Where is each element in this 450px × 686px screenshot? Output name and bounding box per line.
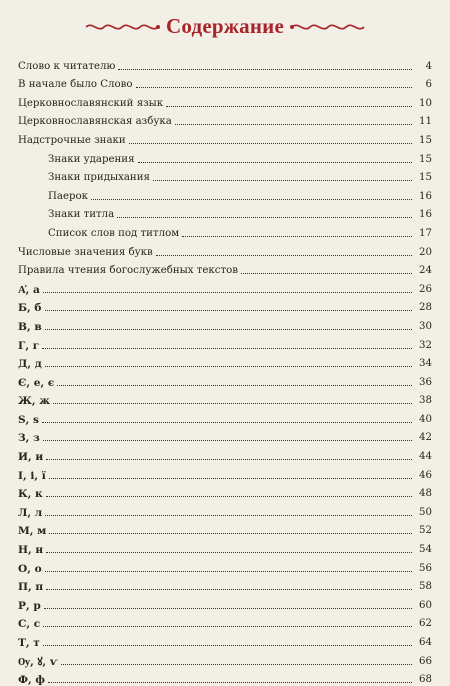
toc-entry-page-number: 60	[419, 599, 432, 611]
dot-leader	[118, 68, 412, 70]
toc-entry-page-number: 66	[419, 655, 432, 667]
dot-leader	[153, 179, 412, 181]
toc-entry	[18, 463, 432, 482]
dot-leader	[45, 514, 412, 516]
dot-leader	[117, 216, 412, 218]
toc-entry-page-number: 64	[419, 637, 432, 648]
toc-entry	[18, 389, 432, 408]
toc-entry-page-number: 30	[419, 320, 432, 332]
dot-leader	[48, 681, 412, 683]
toc-entry-label: И, и	[18, 451, 44, 464]
dot-leader	[156, 254, 412, 256]
dot-leader	[53, 402, 412, 404]
toc-entry	[18, 649, 432, 668]
toc-entry-page-number: 44	[419, 451, 432, 463]
dot-leader	[46, 458, 412, 460]
toc-entry-page-number: 42	[419, 432, 432, 444]
toc-entry-page-number: 36	[419, 376, 432, 388]
toc-entry-label: Є, е, є	[18, 376, 55, 389]
dot-leader	[43, 644, 412, 646]
dot-leader	[136, 86, 413, 88]
dot-leader	[49, 532, 412, 534]
toc-entry-label: Г, г	[18, 339, 40, 352]
toc-entry-page-number: 6	[425, 79, 432, 91]
toc-entry-label: Н, н	[18, 544, 44, 557]
dot-leader	[42, 347, 412, 349]
toc-entry	[18, 333, 432, 352]
dot-leader	[46, 495, 412, 497]
toc-entry-label: Паерок	[48, 190, 89, 202]
dot-leader	[57, 384, 412, 386]
toc-entry-label: Л, л	[18, 506, 43, 519]
toc-entry-page-number: 56	[419, 562, 432, 574]
toc-entry-page-number: 15	[419, 172, 432, 184]
toc-entry	[18, 668, 432, 686]
toc-entry	[18, 128, 432, 147]
toc-entry	[18, 612, 432, 631]
toc-entry-label: Ѹ, ꙋ, ѵ	[18, 655, 58, 668]
toc-entry-page-number: 38	[419, 395, 432, 407]
toc-entry-page-number: 10	[419, 97, 432, 109]
toc-entry	[18, 73, 432, 92]
dot-leader	[46, 551, 412, 553]
toc-entry	[18, 147, 432, 166]
toc-entry-label: Знаки титла	[48, 209, 115, 221]
toc-entry-page-number: 16	[419, 209, 432, 221]
toc-entry-label: В, в	[18, 320, 42, 333]
dot-leader	[42, 421, 412, 423]
toc-entry	[18, 203, 432, 222]
toc-entry	[18, 593, 432, 612]
toc-entry-label: Слово к читателю	[18, 60, 116, 72]
toc-entry-label: А҆, а	[18, 283, 40, 296]
dot-leader	[45, 365, 412, 367]
page-header	[0, 14, 450, 44]
dot-leader	[49, 477, 412, 479]
toc-entry-label: Р, р	[18, 599, 41, 612]
dot-leader	[129, 142, 412, 144]
toc-entry	[18, 277, 432, 296]
toc-entry	[18, 500, 432, 519]
toc-entry-page-number: 15	[419, 134, 432, 146]
dot-leader	[45, 570, 412, 572]
toc-entry-label: Церковнославянская азбука	[18, 116, 172, 128]
toc-entry-label: Церковнославянский язык	[18, 97, 164, 109]
toc-entry-label: О, о	[18, 562, 42, 575]
toc-entry	[18, 314, 432, 333]
dot-leader	[241, 272, 412, 274]
toc-entry-page-number: 15	[419, 153, 432, 165]
toc-entry	[18, 54, 432, 73]
toc-entry-page-number: 20	[419, 246, 432, 258]
toc-entry-label: І, і, ї	[18, 469, 46, 482]
toc-entry-page-number: 52	[419, 525, 432, 537]
toc-entry-label: Список слов под титлом	[48, 227, 180, 239]
dot-leader	[44, 607, 412, 609]
toc-entry-label: К, к	[18, 488, 43, 501]
table-of-contents	[18, 54, 432, 686]
dot-leader	[43, 291, 412, 293]
toc-entry	[18, 352, 432, 371]
toc-entry	[18, 556, 432, 575]
toc-entry-label: Знаки придыхания	[48, 172, 150, 184]
toc-entry	[18, 184, 432, 203]
toc-entry-label: Числовые значения букв	[18, 246, 153, 258]
toc-entry-page-number: 26	[419, 283, 432, 295]
toc-entry-label: Знаки ударения	[48, 153, 135, 165]
toc-entry-label: Надстрочные знаки	[18, 134, 126, 146]
dot-leader	[138, 161, 412, 163]
toc-entry-page-number: 28	[419, 302, 432, 314]
toc-entry-page-number: 48	[419, 488, 432, 500]
toc-entry	[18, 166, 432, 185]
dot-leader	[46, 588, 412, 590]
toc-entry-page-number: 4	[425, 60, 432, 72]
toc-entry	[18, 537, 432, 556]
toc-entry-page-number: 40	[419, 413, 432, 425]
toc-entry-label: Т, т	[18, 637, 40, 649]
toc-entry-page-number: 11	[419, 116, 432, 128]
toc-entry-label: П, п	[18, 581, 44, 594]
dot-leader	[43, 625, 412, 627]
dot-leader	[182, 235, 412, 237]
toc-entry-label: В начале было Слово	[18, 79, 133, 91]
ornament-right-icon	[290, 20, 366, 34]
toc-entry	[18, 482, 432, 501]
toc-entry-page-number: 50	[419, 506, 432, 518]
toc-entry-label: М, м	[18, 525, 47, 538]
toc-entry	[18, 575, 432, 594]
dot-leader	[45, 309, 413, 311]
toc-entry-label: С, с	[18, 618, 41, 631]
toc-entry-label: Ѕ, ѕ	[18, 413, 39, 426]
toc-entry-page-number: 32	[419, 339, 432, 351]
toc-entry-label: Д, д	[18, 358, 42, 371]
dot-leader	[61, 663, 412, 665]
dot-leader	[43, 439, 412, 441]
toc-entry	[18, 630, 432, 649]
toc-entry	[18, 426, 432, 445]
toc-entry	[18, 519, 432, 538]
toc-entry	[18, 296, 432, 315]
toc-entry	[18, 221, 432, 240]
toc-entry	[18, 407, 432, 426]
toc-entry	[18, 444, 432, 463]
toc-entry-page-number: 46	[419, 469, 432, 481]
dot-leader	[91, 198, 412, 200]
page-title: Содержание	[166, 14, 284, 38]
toc-entry-page-number: 34	[419, 358, 432, 370]
toc-entry	[18, 240, 432, 259]
toc-entry	[18, 110, 432, 129]
dot-leader	[175, 123, 412, 125]
toc-entry-page-number: 68	[419, 674, 432, 686]
toc-entry	[18, 259, 432, 278]
toc-entry	[18, 370, 432, 389]
toc-entry-label: Б, б	[18, 302, 42, 315]
toc-entry	[18, 91, 432, 110]
toc-entry-page-number: 58	[419, 581, 432, 593]
toc-entry-page-number: 62	[419, 618, 432, 630]
dot-leader	[45, 328, 412, 330]
toc-entry-page-number: 17	[419, 227, 432, 239]
toc-entry-label: З, з	[18, 432, 40, 445]
dot-leader	[166, 105, 412, 107]
toc-entry-page-number: 54	[419, 544, 432, 556]
toc-entry-label: Ж, ж	[18, 395, 50, 408]
toc-entry-page-number: 16	[419, 190, 432, 202]
toc-entry-label: Правила чтения богослужебных текстов	[18, 265, 239, 277]
toc-entry-label: Ф, ф	[18, 674, 45, 686]
toc-entry-page-number: 24	[419, 265, 432, 277]
